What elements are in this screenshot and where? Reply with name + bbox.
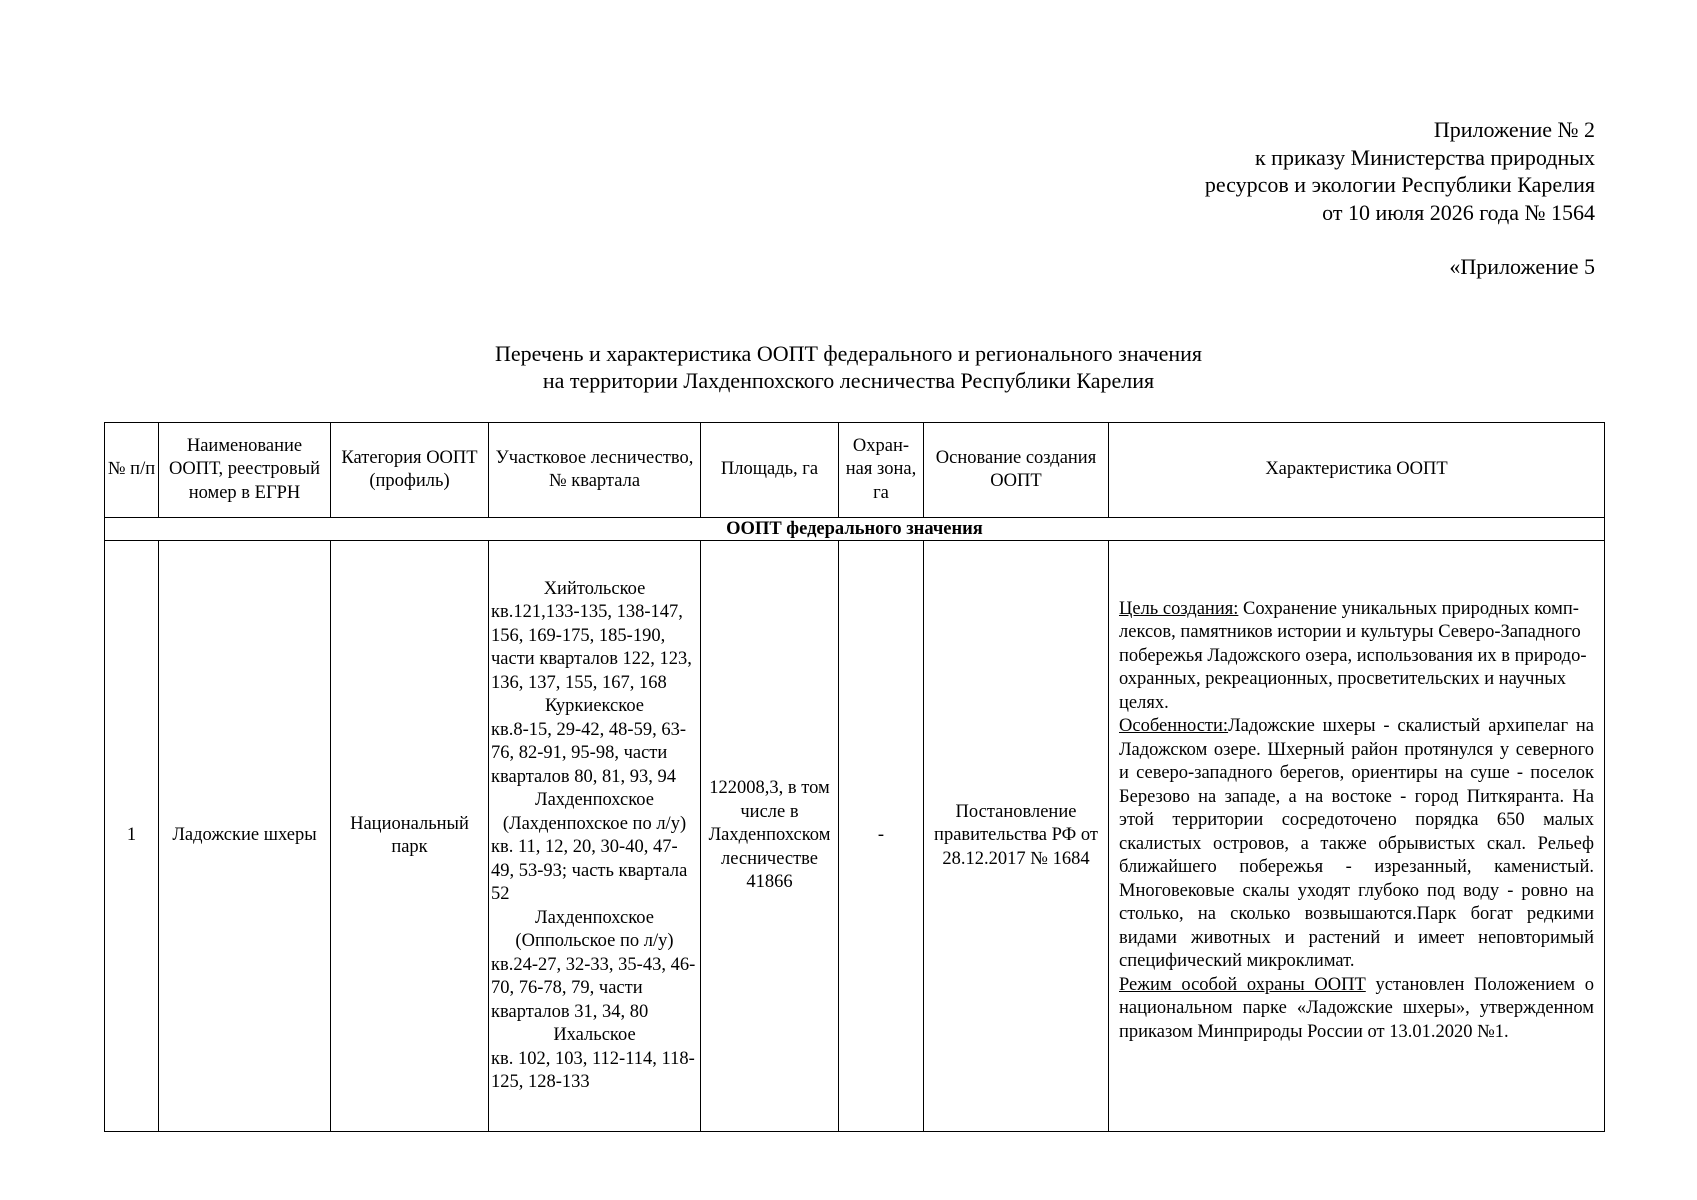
appendix-line-1: Приложение № 2 xyxy=(1433,117,1595,142)
header-row xyxy=(105,423,1605,518)
forestry-name: Куркиекское xyxy=(544,696,645,716)
cell-area: 122008,3, в том числе в Лахденпохском лесничестве 41866 xyxy=(701,541,839,1132)
forestry-quarters: кв. 102, 103, 112-114, 118-125, 128-133 xyxy=(491,1048,695,1092)
appendix-line-2: к приказу Министерства природных xyxy=(1254,144,1595,170)
forestry-name: Ихальское xyxy=(553,1025,636,1045)
purpose-label: Цель создания: xyxy=(1119,598,1239,619)
section-federal: ООПТ федерального значения xyxy=(105,518,1605,541)
table-row xyxy=(105,541,1605,1132)
appendix-line-3: ресурсов и экологии Республики Карелия xyxy=(1204,172,1595,197)
forestry-quarters: кв.8-15, 29-42, 48-59, 63-76, 82-91, 95-98, части кварталов 80, 81, 93, 94 xyxy=(491,719,686,787)
oopt-table xyxy=(104,422,1605,1132)
features-paragraph xyxy=(1119,715,1594,974)
cell-forestry xyxy=(489,541,701,1132)
appendix-block xyxy=(955,116,1595,281)
forestry-quarters: кв. 11, 12, 20, 30-40, 47-49, 53-93; часть квартала 52 xyxy=(491,837,688,904)
forestry-name: Хийтольское xyxy=(543,578,646,599)
forestry-name: Лахденпохское (Оппольское по л/у) xyxy=(515,907,674,951)
appendix-line-4: от 10 июля 2026 года № 1564 xyxy=(1322,199,1595,225)
header-area: Площадь, га xyxy=(701,423,839,518)
title-line-2: на территории Лахденпохского лесничества Республики Карелия xyxy=(542,368,1155,393)
cell-num: 1 xyxy=(105,541,159,1132)
title-line-1: Перечень и характеристика ООПТ федерального и регионального значения xyxy=(494,341,1203,366)
cell-characteristics xyxy=(1109,541,1605,1132)
header-name: Наименование ООПТ, реестровый номер в ЕГРН xyxy=(159,423,331,518)
header-forestry: Участковое лесничество, № квартала xyxy=(489,423,701,518)
forestry-quarters: кв.24-27, 32-33, 35-43, 46-70, 76-78, 79, части кварталов 31, 34, 80 xyxy=(491,954,696,1022)
header-num: № п/п xyxy=(105,423,159,518)
header-category: Категория ООПТ (профиль) xyxy=(331,423,489,518)
features-text: Ладожские шхеры - скалистый архипелаг на Ладожском озере. Шхерный район протянулся у северного и северо-западного берегов, ориентиры на суше - поселок Березово на западе, а на востоке - город Питкяранта. На этой территории сосредоточено порядка 650 малых скалистых островов, а также обрывистых скал. Рельеф ближайшего побережья - изрезанный, каменистый. Многовековые скалы уходят глубоко под воду - ровно на столько, на сколько возвышаются.Парк богат редкими видами животных и растений и имеет неповторимый специфический микроклимат. xyxy=(1119,716,1594,972)
cell-category: Национальный парк xyxy=(331,541,489,1132)
cell-buffer-zone: - xyxy=(839,541,924,1132)
regime-label: Режим особой охраны ООПТ xyxy=(1119,974,1366,995)
document-title xyxy=(0,340,1697,394)
purpose-text: Сохранение уникальных природных комп-лексов, памятников истории и культуры Северо-Западного побережья Ладожского озера, использования их в природо-охранных, рекреационных, просветительских и научных целях. xyxy=(1119,598,1587,713)
cell-name: Ладожские шхеры xyxy=(159,541,331,1132)
features-label: Особенности: xyxy=(1119,716,1229,737)
header-characteristics: Характеристика ООПТ xyxy=(1109,423,1605,518)
appendix-reference: «Приложение 5 xyxy=(1449,254,1595,279)
header-buffer-zone: Охран-ная зона, га xyxy=(839,423,924,518)
forestry-name: Лахденпохское (Лахденпохское по л/у) xyxy=(502,790,687,834)
purpose-paragraph xyxy=(1119,598,1594,716)
section-row xyxy=(105,518,1605,541)
header-basis: Основание создания ООПТ xyxy=(924,423,1109,518)
regime-text: установлен Положением о национальном парке «Ладожские шхеры», утвержденном приказом Минприроды России от 13.01.2020 №1. xyxy=(1119,974,1595,1042)
regime-paragraph xyxy=(1119,974,1594,1045)
cell-basis: Постановление правительства РФ от 28.12.2017 № 1684 xyxy=(924,541,1109,1132)
forestry-quarters: кв.121,133-135, 138-147, 156, 169-175, 185-190, части кварталов 122, 123, 136, 137, 155, 167, 168 xyxy=(491,602,692,693)
